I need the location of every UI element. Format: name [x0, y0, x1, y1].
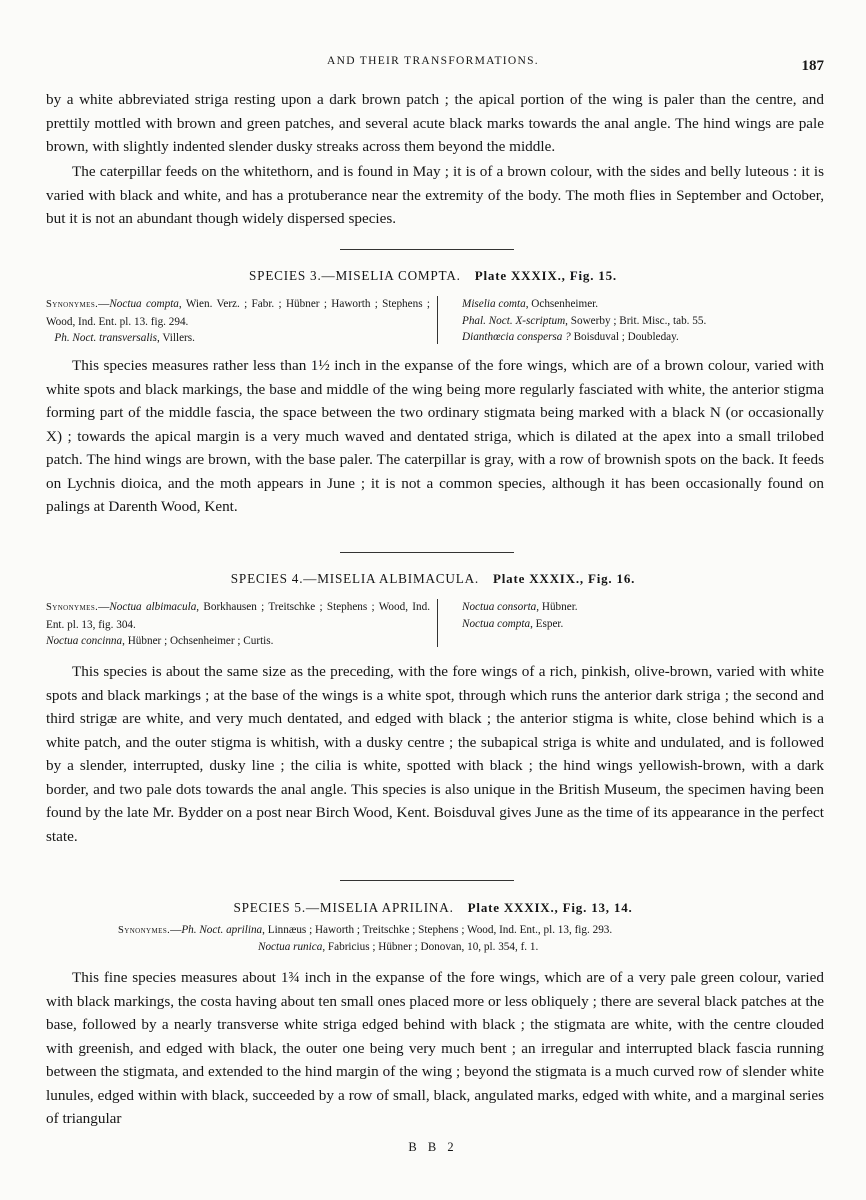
species-4-description: This species is about the same size as the preceding, with the fore wings of a rich, pinkish, olive-brown, varied with white spots and black markings ; at the base of the wings is a white spot, through which runs the anterior dark striga ; the second and third strigæ are white, and very much dentated, and edged with black ; the anterior stigma is white, close behind which is a white patch, and the outer stigma is whitish, with a dusky centre ; the subapical striga is white and undulated, and is followed by a slender, interrupted, dusky line ; the cilia is white, spotted with black ; the hind wings yellowish-brown, with a dark border, and two pale dots towards the anal angle. This species is also unique in the British Museum, the specimen having been found by the late Mr. Bydder on a post near Birch Wood, Kent. Boisduval gives June as the time of its appearance in the perfect state.	[46, 663, 824, 845]
page-number: 187	[801, 58, 824, 74]
page-header	[0, 52, 866, 78]
species-4-heading	[0, 571, 866, 587]
species-4-synonyms-left: Synonymes.—Noctua albimacula, Borkhausen ; Treitschke ; Stephens ; Wood, Ind. Ent. pl. 13, fig. 304. Noctua concinna, Hübner ; Ochsenheimer ; Curtis.	[46, 601, 431, 647]
intro-paragraph-1: by a white abbreviated striga resting upon a dark brown patch ; the apical portion of the wing is paler than the centre, and prettily mottled with brown and green patches, and several acute black marks towards the anal angle. The hind wings are pale brown, with slightly indented slender dusky streaks across them beyond the middle.	[46, 91, 824, 155]
species-3-heading	[0, 268, 866, 284]
signature-mark: B B 2	[408, 1140, 458, 1154]
section-divider	[340, 552, 514, 553]
species-3-synonyms-left: Synonymes.—Noctua compta, Wien. Verz. ; Fabr. ; Hübner ; Haworth ; Stephens ; Wood, Ind. Ent. pl. 13. fig. 294. Ph. Noct. transversalis, Villers.	[46, 298, 430, 344]
plate-reference: Plate XXXIX., Fig. 13, 14.	[467, 900, 633, 915]
synonym-divider	[437, 599, 438, 647]
plate-reference: Plate XXXIX., Fig. 16.	[493, 571, 636, 586]
species-5-description: This fine species measures about 1¾ inch in the expanse of the fore wings, which are of a very pale green colour, varied with black markings, the costa having about ten small ones placed more or less obliquely ; there are several black patches at the base, followed by a nearly transverse white striga edged behind with black ; the stigmata are white, with the centre clouded with greenish, and edged with black, the outer one being very much bent ; an irregular and interrupted black fascia running between the stigmata, and extended to the hind margin of the wing ; beyond the stigmata is a much curved row of slender white lunules, edged within with black, succeeded by a row of small, black, angulated marks, edged with white, and a marginal series of triangular	[46, 969, 824, 1127]
species-title: SPECIES 4.—MISELIA ALBIMACULA.	[230, 571, 480, 586]
synonym-divider	[437, 296, 438, 344]
species-5-heading	[0, 900, 866, 916]
species-3-description: This species measures rather less than 1½ inch in the expanse of the fore wings, which are of a brown colour, varied with white spots and black markings, the base and middle of the wing being more regularly fasciated with white, the anterior stigma forming part of the middle fascia, the space between the two ordinary stigmata being marked with a black N (or occasionally X) ; towards the apical margin is a very much waved and dentated striga, which is dilated at the apex into a small trilobed patch. The hind wings are brown, with the base paler. The caterpillar is gray, with a row of brownish spots on the back. It feeds on Lychnis dioica, and the moth appears in June ; it is not a common species, although it has been occasionally found on palings at Darenth Wood, Kent.	[46, 357, 824, 515]
section-divider	[340, 880, 514, 881]
running-head: AND THEIR TRANSFORMATIONS.	[327, 55, 539, 67]
section-divider	[340, 249, 514, 250]
species-4-synonyms-right: Noctua consorta, Hübner. Noctua compta, Esper.	[462, 601, 578, 630]
species-5-synonyms: Synonymes.—Ph. Noct. aprilina, Linnæus ; Haworth ; Treitschke ; Stephens ; Wood, Ind. Ent., pl. 13, fig. 293. Noctua runica, Fabricius ; Hübner ; Donovan, 10, pl. 354, f. 1.	[118, 924, 613, 953]
plate-reference: Plate XXXIX., Fig. 15.	[474, 268, 617, 283]
species-3-synonyms-right: Miselia comta, Ochsenheimer. Phal. Noct. X-scriptum, Sowerby ; Brit. Misc., tab. 55. Dianthœcia conspersa ? Boisduval ; Doubleday.	[462, 298, 707, 343]
species-title: SPECIES 3.—MISELIA COMPTA.	[249, 268, 461, 283]
species-title: SPECIES 5.—MISELIA APRILINA.	[233, 900, 454, 915]
intro-paragraph-2: The caterpillar feeds on the whitethorn, and is found in May ; it is of a brown colour, with the sides and belly luteous : it is varied with black and white, and has a protuberance near the extremity of the body. The moth flies in September and October, but it is not an abundant though widely dispersed species.	[46, 163, 824, 227]
